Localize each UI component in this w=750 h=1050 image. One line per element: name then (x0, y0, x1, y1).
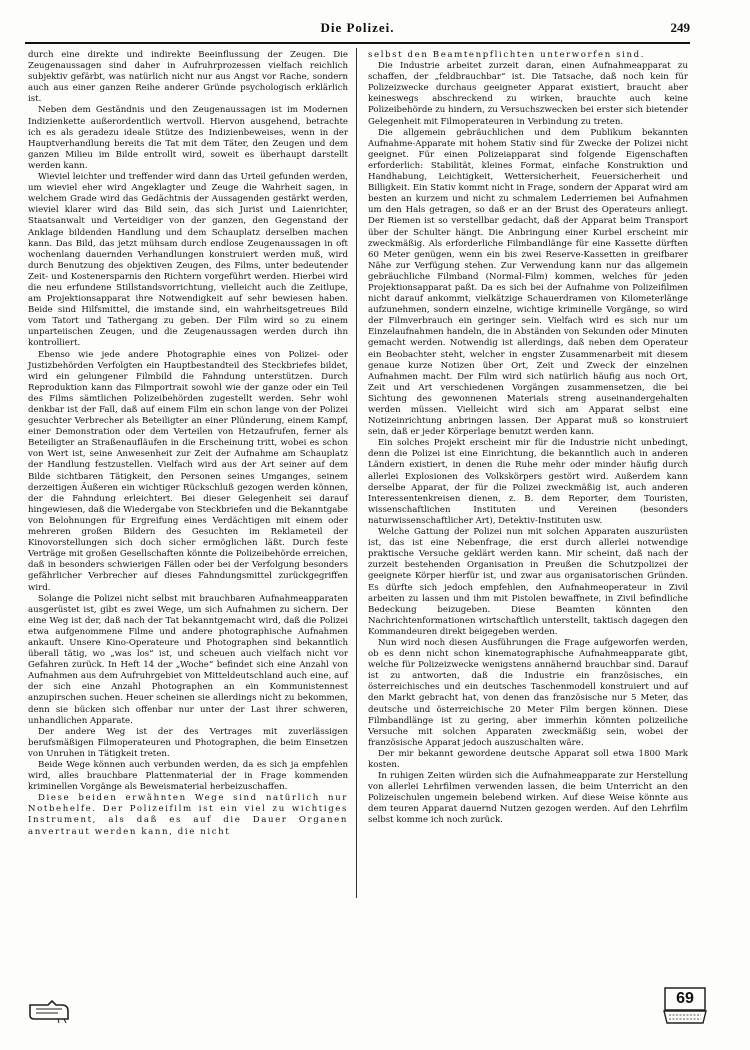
library-stamp-icon (28, 995, 74, 1025)
paragraph: Der mir bekannt gewordene deutsche Apparat soll etwa 1800 Mark kosten. (368, 748, 688, 770)
paragraph: durch eine direkte und indirekte Beeinflussung der Zeugen. Die Zeugenaussagen sind daher in Aufruhrprozessen vielfach reichlich subjektiv gefärbt, was natürlich nicht nur aus Angst vor Rache, sondern auch aus einer ganzen Reihe anderer Gründe psychologisch erklärlich ist. (28, 50, 348, 105)
paragraph: Welche Gattung der Polizei nun mit solchen Apparaten auszurüsten ist, das ist eine Nebenfrage, die erst durch allerlei notwendige praktische Versuche geklärt werden kann. Mir scheint, daß nach der zurzeit bestehenden Organisation in Preußen die Schutzpolizei der geeignete Körper hierfür ist, und zwar aus organisatorischen Gründen. Es dürfte sich jedoch empfehlen, den Aufnahmeoperateur in Zivil arbeiten zu lassen und ihm mit Pistolen bewaffnete, in Zivil befindliche Bedeckung beizugeben. Diese Beamten könnten den Nachrichtenformationen wirtschaftlich unterstellt, taktisch dagegen den Kommandeuren direkt beigegeben werden. (368, 527, 688, 637)
paragraph: selbst den Beamtenpflichten unterworfen sind. (368, 50, 646, 60)
paragraph: Nun wird noch diesen Ausführungen die Frage aufgeworfen werden, ob es denn nicht schon kinematographische Aufnahmeapparate gibt, welche für Polizeizwecke wenigstens annähernd brauchbar sind. Darauf ist zu antworten, daß die Industrie ein französisches, ein österreichisches und ein deutsches Taschenmodell konstruiert und auf den Markt gebracht hat, von denen das französische nur 5 Meter, das deutsche und österreichische 20 Meter Film bergen können. Diese Filmbandlänge ist zu gering, aber immerhin könnten polizeiliche Versuche mit solchen Apparaten zweckmäßig sein, wobei der französische Apparat jedoch auszuschalten wäre. (368, 637, 688, 748)
paragraph: Wieviel leichter und treffender wird dann das Urteil gefunden werden, um wieviel eher wird Angeklagter und Zeuge die Wahrheit sagen, in welchem Grade wird das Gedächtnis der Aussagenden gestärkt werden, wieviel klarer wird das Bild sein, das sich Jurist und Laienrichter, Staatsanwalt und Verteidiger von der ganzen, den Gegenstand der Anklage bildenden Handlung und dem Schauplatz derselben machen kann. Das Bild, das jetzt mühsam durch endlose Zeugenaussagen in oft wochenlang dauernden Verhandlungen konstruiert werden muß, wird durch Benutzung des objektiven Zeugen, des Films, unter bedeutender Zeit- und Kostenersparnis den Richtern vorgeführt werden. Hierbei wird die neu erfundene Stillstandsvorrichtung, vielleicht auch die Zeitlupe, am Projektionsapparat ihre Notwendigkeit auf sehr bewiesen haben. Beide sind Hilfsmittel, die imstande sind, ein wahrheitsgetreues Bild vom Tatort und Tathergang zu geben. Der Film wird so zu einem unparteiischen Zeugen, und die Zeugenaussagen werden durch ihn kontrolliert. (28, 172, 348, 349)
paragraph: In ruhigen Zeiten würden sich die Aufnahmeapparate zur Herstellung von allerlei Lehrfilmen verwenden lassen, die beim Unterricht an den Polizeischulen ungemein belebend wirken. Auf diese Weise könnte aus dem teuren Apparat dauernd Nutzen gezogen werden. Auf den Lehrfilm selbst komme ich noch zurück. (368, 771, 688, 826)
page-header (25, 20, 690, 38)
page-counter-stamp (663, 987, 707, 1025)
paragraph: Neben dem Geständnis und den Zeugenaussagen ist im Modernen Indizienkette außerordentlich wertvoll. Hiervon ausgehend, betrachte ich es als geradezu ideale Stütze des Indizienbeweises, wenn in der Hauptverhandlung bereits die Tat mit dem Täter, den Zeugen und dem ganzen Milieu im Bilde entrollt wird, soweit es überhaupt darstellt werden kann. (28, 105, 348, 171)
column-divider (356, 48, 357, 898)
page-number: 249 (670, 20, 690, 35)
paragraph: Diese beiden erwähnten Wege sind natürlich nur Notbehelfe. Der Polizeifilm ist ein viel zu wichtiges Instrument, als daß es auf die Dauer Organen anvertraut werden kann, die nicht (28, 793, 348, 837)
left-column (28, 50, 348, 838)
header-rule (25, 42, 690, 44)
running-title: Die Polizei. (320, 20, 395, 35)
paragraph: Die Industrie arbeitet zurzeit daran, einen Aufnahmeapparat zu schaffen, der „feldbrauchbar“ ist. Die Tatsache, daß noch kein für Polizeizwecke durchaus geeigneter Apparat existiert, braucht aber keineswegs abschreckend zu wirken, brauchte auch keine Polizeibehörde zu hindern, zu Versuchszwecken bei erster sich bietender Gelegenheit mit Filmoperateuren in Verbindung zu treten. (368, 61, 688, 127)
paragraph: Ein solches Projekt erscheint mir für die Industrie nicht unbedingt, denn die Polizei ist eine Einrichtung, die bekanntlich auch in anderen Ländern existiert, in denen die Ruhe mehr oder minder häufig durch allerlei Explosionen des Volkskörpers gestört wird. Außerdem kann derselbe Apparat, der für die Polizei zweckmäßig ist, auch anderen Interessentenkreisen dienen, z. B. dem Reporter, dem Touristen, wissenschaftlichen Instituten und Vereinen (besonders naturwissenschaftlicher Art), Detektiv-Instituten usw. (368, 438, 688, 526)
paragraph: Die allgemein gebräuchlichen und dem Publikum bekannten Aufnahme-Apparate mit hohem Stativ sind für Zwecke der Polizei nicht geeignet. Für einen Polizeiapparat sind folgende Eigenschaften erforderlich: Stabilität, kleines Format, einfache Konstruktion und Handhabung, Leichtigkeit, Wettersicherheit, Feuersicherheit und Billigkeit. Ein Stativ kommt nicht in Frage, sondern der Apparat wird am besten an kurzem und nicht zu schmalem Lederriemen bei Aufnahmen um den Hals getragen, so daß er an der Brust des Operateurs anliegt. Der Riemen ist so verstellbar gedacht, daß der Apparat beim Transport über der Schulter hängt. Die Anbringung einer Kurbel erscheint mir zweckmäßig. Als erforderliche Filmbandlänge für eine Kassette dürften 60 Meter genügen, wenn ein bis zwei Reserve-Kassetten in greifbarer Nähe zur Verfügung stehen. Zur Verwendung kann nur das allgemein gebräuchliche Filmband (Normal-Film) kommen, welches für jeden Projektionsapparat paßt. Da es sich bei der Aufnahme von Polizeifilmen nicht darauf ankommt, vielkätzige Schauerdramen von Kilometerlänge aufzunehmen, sondern einzelne, wichtige kriminelle Vorgänge, so wird der Filmverbrauch ein geringer sein. Vielfach wird es sich nur um Einzelaufnahmen handeln, die in Abständen von Sekunden oder Minuten gemacht werden. Notwendig ist allerdings, daß neben dem Operateur ein Beobachter steht, welcher in engster Zusammenarbeit mit diesem genaue kurze Notizen über Ort, Zeit und Zweck der einzelnen Aufnahmen macht. Der Film wird sich natürlich häufig aus noch Ort, Zeit und Art verschiedenen Vorgängen zusammensetzen, die bei Sichtung des gewonnenen Materials streng auseinandergehalten werden müssen. Vielleicht wird sich am Apparat selbst eine Notizeinrichtung anbringen lassen. Der Apparat muß so konstruiert sein, daß er jeder Körperlage benutzt werden kann. (368, 127, 688, 438)
stamp-number: 69 (676, 990, 694, 1007)
right-column (368, 50, 688, 827)
paragraph: Der andere Weg ist der des Vertrages mit zuverlässigen berufsmäßigen Filmoperateuren und Photographen, die beim Einsetzen von Unruhen in Tätigkeit treten. (28, 726, 348, 759)
paragraph: Beide Wege können auch verbunden werden, da es sich ja empfehlen wird, alles brauchbare Plattenmaterial der in Frage kommenden kriminellen Vorgänge als Beweismaterial herbeizuschaffen. (28, 760, 348, 793)
paragraph: Ebenso wie jede andere Photographie eines von Polizei- oder Justizbehörden Verfolgten ein Hauptbestandteil des Steckbriefes bildet, wird ein gelungener Filmbild die Fahndung unterstützen. Durch Reproduktion kann das Filmportrait sowohl wie der ganze oder ein Teil des Films sämtlichen Polizeibehörden zugestellt werden. Sehr wohl denkbar ist der Fall, daß auf einem Film ein schon lange von der Polizei gesuchter Verbrecher als Beteiligter an einer Plünderung, einem Kampf, einer Demonstration oder dem Verteilen von Hetzaufrufen, ferner als Beteiligter an Straßenaufläufen in die Erscheinung tritt, wobei es schon von Wert ist, seine Anwesenheit zur Zeit der Aufnahme am Schauplatz der Handlung festzustellen. Vielfach wird aus der Art seiner auf dem Bilde sichtbaren Tätigkeit, den Personen seines Umganges, seinem derzeitigen Äußeren ein wichtiger Rückschluß gezogen werden können, der die Fahndung erleichtert. Bei dieser Gelegenheit sei darauf hingewiesen, daß die Wiedergabe von Steckbriefen und die Bekanntgabe von Belohnungen für Ergreifung eines Verdächtigen mit einem oder mehreren großen Bildern des Gesuchten im Reklameteil der Kinovorstellungen sich doch sicher ermöglichen läßt. Durch feste Verträge mit großen Gesellschaften könnte die Polizeibehörde erreichen, daß in besonders schwierigen Fällen oder bei der Verfolgung besonders gefährlicher Verbrecher auf dieses Fahndungsmittel zurückgegriffen wird. (28, 349, 348, 593)
paragraph: Solange die Polizei nicht selbst mit brauchbaren Aufnahmeapparaten ausgerüstet ist, gibt es zwei Wege, um sich Aufnahmen zu sichern. Der eine Weg ist der, daß nach der Tat bekanntgemacht wird, daß die Polizei etwa aufgenommene Filme und andere photographische Aufnahmen ankauft. Unsere Kino-Operateure und Photographen sind bekanntlich überall tätig, wo „was los“ ist, und scheuen auch vielfach nicht vor Gefahren zurück. In Heft 14 der „Woche“ befindet sich eine Anzahl von Aufnahmen aus dem Aufruhrgebiet von Mitteldeutschland auch eine, auf der sich eine Anzahl Photographen an ein Kommunistennest anzupirschen suchen. Heuer scheinen sie allerdings nicht zu bekommen, denn sie bücken sich offenbar nur unter der Last ihrer schweren, unhandlichen Apparate. (28, 593, 348, 726)
